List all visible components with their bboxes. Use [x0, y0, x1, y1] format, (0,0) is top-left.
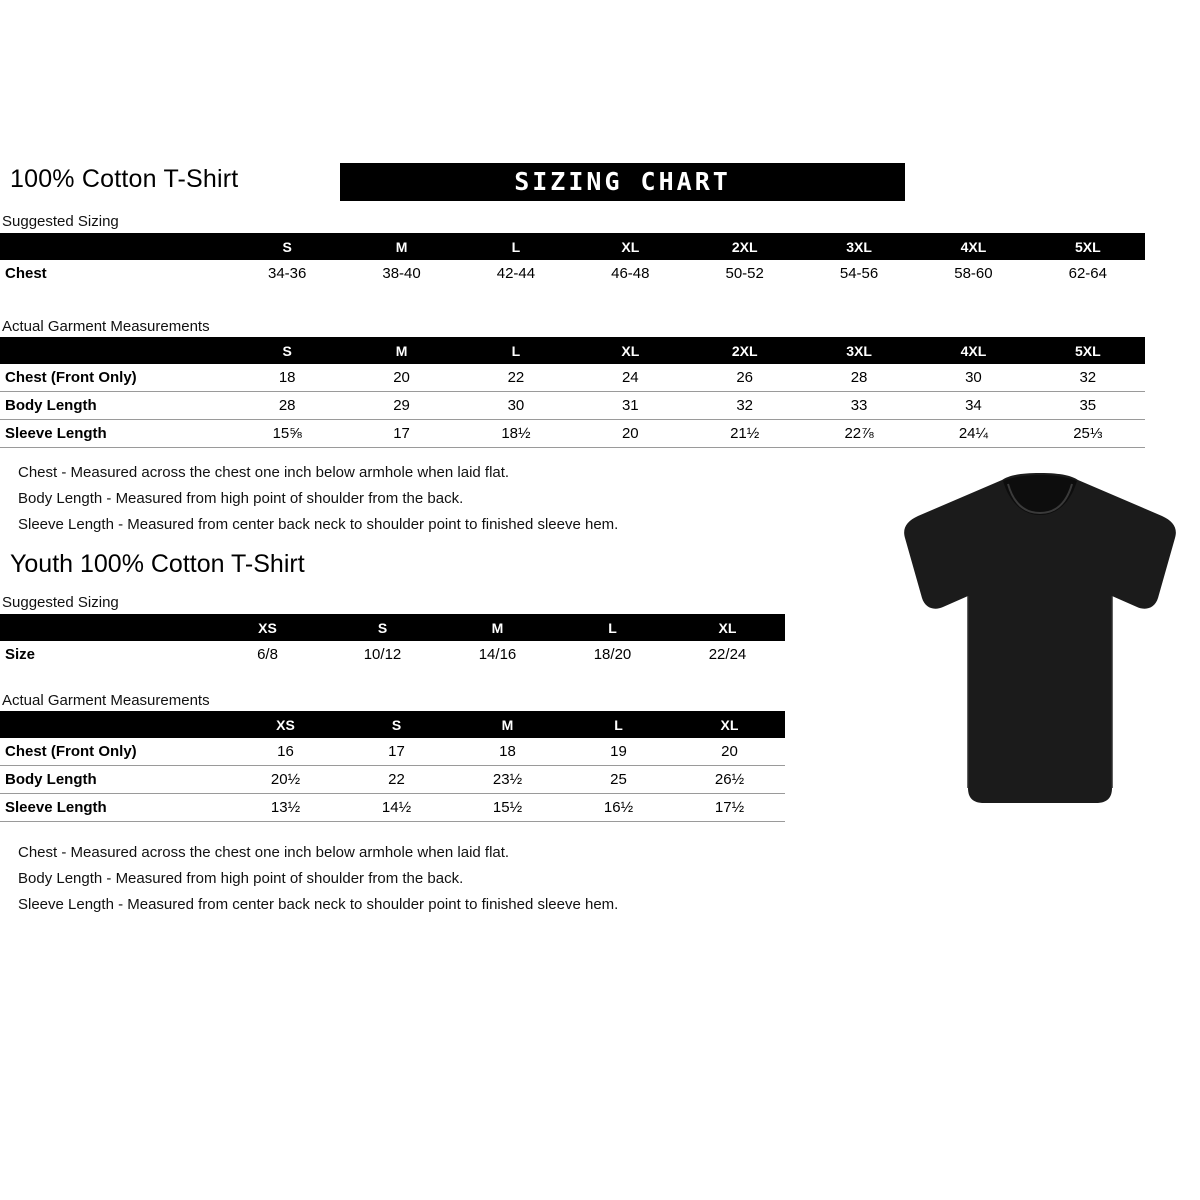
table-header-row [0, 614, 785, 641]
column-header: 5XL [1031, 233, 1145, 260]
column-header: L [555, 614, 670, 641]
column-header: 2XL [688, 337, 802, 364]
column-header [0, 233, 230, 260]
column-header: S [230, 337, 344, 364]
table-cell: 20 [393, 369, 410, 386]
table-row [0, 794, 785, 822]
column-header: L [459, 233, 573, 260]
adult-suggested-table [0, 233, 1145, 287]
table-cell: 32 [736, 397, 754, 414]
row-label: Size [5, 646, 36, 663]
table-cell: 6/8 [257, 646, 278, 663]
table-cell: 34-36 [268, 265, 307, 282]
table-cell: 35 [1079, 397, 1097, 414]
table-row [0, 420, 1145, 448]
column-header: 4XL [916, 233, 1030, 260]
sizing-chart-banner [340, 163, 905, 201]
table-cell: 32 [1079, 369, 1097, 386]
table-cell: 18 [278, 369, 296, 386]
adult-suggested-label: Suggested Sizing [2, 213, 119, 230]
adult-measurement-notes [18, 460, 618, 538]
column-header: 4XL [916, 337, 1030, 364]
table-header-row [0, 337, 1145, 364]
table-row [0, 766, 785, 794]
t-shirt-illustration [890, 470, 1190, 810]
youth-section-title: Youth 100% Cotton T-Shirt [10, 550, 305, 578]
table-cell: 21½ [730, 425, 760, 442]
table-cell: 28 [850, 369, 868, 386]
table-cell: 31 [621, 397, 639, 414]
note-line: Body Length - Measured from high point of shoulder from the back. [18, 490, 464, 507]
table-cell: 17 [393, 425, 410, 442]
column-header: XL [573, 233, 687, 260]
row-label: Chest (Front Only) [5, 743, 137, 760]
table-cell: 20½ [270, 771, 301, 788]
column-header: XS [230, 711, 341, 738]
column-header: S [341, 711, 452, 738]
table-cell: 24¼ [958, 425, 989, 442]
table-cell: 54-56 [839, 265, 879, 282]
table-cell: 26½ [714, 771, 745, 788]
table-cell: 18 [499, 743, 516, 760]
table-cell: 14½ [381, 799, 412, 816]
table-cell: 15⅝ [272, 425, 302, 442]
youth-actual-table [0, 711, 785, 822]
table-cell: 26 [736, 369, 754, 386]
table-cell: 16½ [603, 799, 634, 816]
column-header: S [230, 233, 344, 260]
row-label: Chest (Front Only) [5, 369, 137, 386]
table-cell: 14/16 [478, 646, 517, 663]
column-header: 3XL [802, 337, 916, 364]
row-label: Sleeve Length [5, 425, 107, 442]
column-header: S [325, 614, 440, 641]
table-cell: 20 [621, 425, 639, 442]
column-header: L [563, 711, 674, 738]
adult-actual-label: Actual Garment Measurements [2, 318, 210, 335]
column-header: M [452, 711, 563, 738]
table-row [0, 392, 1145, 420]
table-cell: 24 [621, 369, 639, 386]
t-shirt-icon [890, 470, 1190, 810]
table-cell: 17½ [714, 799, 745, 816]
note-line: Sleeve Length - Measured from center back neck to shoulder point to finished sleeve hem. [18, 516, 619, 533]
table-cell: 22 [507, 369, 525, 386]
table-cell: 25⅓ [1073, 425, 1103, 442]
table-cell: 50-52 [725, 265, 764, 282]
column-header [0, 614, 210, 641]
column-header: XL [573, 337, 687, 364]
table-cell: 22 [388, 771, 405, 788]
column-header: 3XL [802, 233, 916, 260]
column-header: XS [210, 614, 325, 641]
table-cell: 29 [393, 397, 410, 414]
column-header [0, 337, 230, 364]
table-row [0, 260, 1145, 287]
table-cell: 22⅞ [844, 425, 874, 442]
row-label: Body Length [5, 397, 97, 414]
youth-suggested-table [0, 614, 785, 668]
table-row [0, 641, 785, 668]
table-cell: 62-64 [1068, 265, 1107, 282]
note-line: Chest - Measured across the chest one inch below armhole when laid flat. [18, 464, 510, 481]
note-line: Body Length - Measured from high point of shoulder from the back. [18, 870, 464, 887]
column-header: 2XL [688, 233, 802, 260]
table-cell: 28 [278, 397, 296, 414]
table-cell: 16 [277, 743, 294, 760]
table-row [0, 738, 785, 766]
table-cell: 20 [721, 743, 738, 760]
column-header: M [440, 614, 555, 641]
table-cell: 42-44 [496, 265, 536, 282]
table-header-row [0, 711, 785, 738]
table-cell: 17 [388, 743, 405, 760]
table-cell: 30 [507, 397, 525, 414]
table-cell: 23½ [492, 771, 523, 788]
note-line: Chest - Measured across the chest one inch below armhole when laid flat. [18, 844, 510, 861]
table-cell: 58-60 [954, 265, 993, 282]
sizing-chart-banner-label: SIZING CHART [514, 167, 731, 196]
table-cell: 38-40 [382, 265, 421, 282]
column-header [0, 711, 230, 738]
table-row [0, 364, 1145, 392]
table-cell: 34 [965, 397, 982, 414]
row-label: Chest [5, 265, 47, 282]
adult-section-title: 100% Cotton T-Shirt [10, 165, 239, 193]
row-label: Sleeve Length [5, 799, 107, 816]
table-cell: 25 [610, 771, 627, 788]
table-cell: 13½ [270, 799, 301, 816]
table-cell: 22/24 [708, 646, 747, 663]
table-cell: 30 [965, 369, 982, 386]
note-line: Sleeve Length - Measured from center back neck to shoulder point to finished sleeve hem. [18, 896, 619, 913]
table-cell: 15½ [492, 799, 523, 816]
row-label: Body Length [5, 771, 97, 788]
table-cell: 10/12 [363, 646, 402, 663]
adult-actual-table [0, 337, 1145, 448]
column-header: M [344, 337, 458, 364]
youth-suggested-label: Suggested Sizing [2, 594, 119, 611]
table-cell: 18/20 [593, 646, 632, 663]
table-cell: 18½ [501, 425, 531, 442]
column-header: 5XL [1031, 337, 1145, 364]
table-cell: 33 [850, 397, 868, 414]
table-cell: 19 [610, 743, 627, 760]
column-header: XL [670, 614, 785, 641]
table-cell: 46-48 [611, 265, 650, 282]
column-header: L [459, 337, 573, 364]
table-header-row [0, 233, 1145, 260]
column-header: XL [674, 711, 785, 738]
youth-measurement-notes [18, 840, 618, 918]
column-header: M [344, 233, 458, 260]
youth-actual-label: Actual Garment Measurements [2, 692, 210, 709]
